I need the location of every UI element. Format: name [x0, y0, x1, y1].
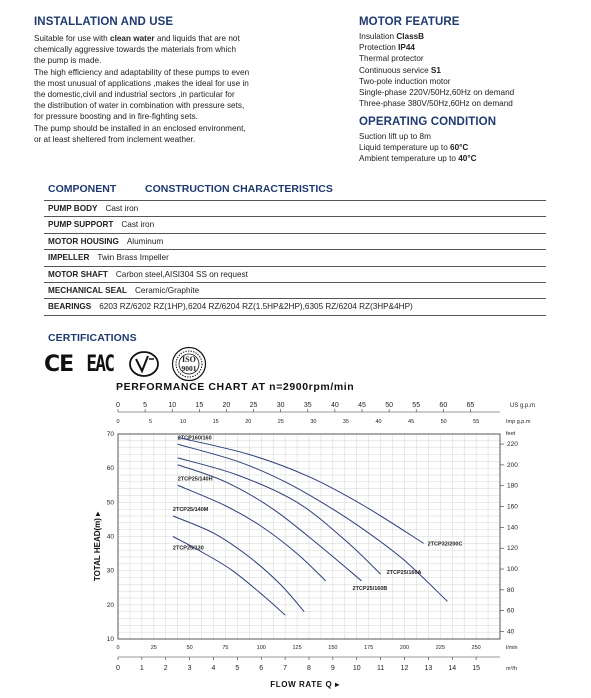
certifications-heading: CERTIFICATIONS: [48, 332, 137, 344]
performance-chart: [0, 388, 591, 698]
lmin-tick-label: 75: [222, 645, 229, 651]
motor-line: Thermal protector: [359, 54, 424, 64]
top-us-gpm-tick: 45: [358, 402, 366, 409]
top-us-gpm-tick: 30: [276, 402, 285, 409]
iso-number: 9001: [181, 364, 197, 373]
m3h-tick-label: 14: [448, 665, 457, 672]
component-name: MOTOR SHAFT: [48, 269, 108, 279]
component-row: [44, 267, 546, 283]
m3h-tick-label: 1: [139, 665, 144, 672]
component-row: [44, 299, 546, 315]
top-imp-gpm-tick: 15: [212, 419, 219, 425]
top-us-gpm-tick: 15: [195, 402, 204, 409]
feet-tick-label: 180: [507, 482, 518, 490]
iso-label: ISO: [182, 355, 196, 364]
m3h-tick-label: 9: [330, 665, 335, 672]
component-row: [44, 283, 546, 299]
installation-line: for pressure boosting and in fire-fighting sets.: [34, 112, 198, 122]
motor-line: Insulation ClassB: [359, 32, 425, 41]
top-imp-gpm-tick: 5: [149, 419, 153, 425]
component-name: PUMP BODY: [48, 204, 98, 213]
eac-mark-logo: EAC: [86, 351, 114, 377]
top-imp-gpm-tick: 50: [440, 419, 447, 425]
y-tick-label: 40: [106, 533, 114, 541]
installation-line: or at least sheltered from inclement weather.: [34, 134, 196, 144]
certification-logos: [44, 348, 207, 380]
top-us-gpm-tick: 25: [249, 402, 258, 409]
y-tick-label: 30: [106, 567, 114, 575]
top-us-gpm-tick: 50: [385, 402, 393, 409]
component-value: Aluminum: [126, 236, 164, 246]
lmin-tick-label: 125: [292, 645, 302, 651]
operating-condition-heading: OPERATING CONDITION: [359, 116, 497, 128]
y-tick-label: 50: [106, 499, 114, 507]
operating-line: Liquid temperature up to 60°C: [359, 143, 469, 153]
motor-line: Two-pole induction motor: [359, 76, 451, 86]
installation-line: The pump should be installed in an enclosed environment,: [34, 123, 246, 133]
top-us-gpm-tick: 60: [439, 402, 448, 409]
y-tick-label: 60: [106, 465, 114, 473]
feet-tick-label: 220: [507, 441, 518, 449]
top-us-gpm-tick: 20: [222, 402, 231, 409]
chart-title: PERFORMANCE CHART AT n=2900rpm/min: [116, 381, 355, 393]
top-us-gpm-tick: 35: [303, 402, 312, 409]
component-value: Cast iron: [105, 204, 139, 213]
feet-unit: feet: [506, 431, 516, 437]
m3h-tick-label: 10: [352, 665, 361, 672]
m3h-tick-label: 12: [400, 665, 409, 672]
feet-tick-label: 160: [507, 503, 518, 511]
series-label: 2TCP25/140H: [177, 476, 213, 483]
operating-condition-text: [359, 131, 477, 165]
feet-tick-label: 60: [507, 607, 515, 615]
series-label: 2TCP25/130: [172, 545, 204, 552]
installation-line: the domestic,civil and industrial sectors ,in particular for: [34, 90, 235, 100]
top-imp-gpm-tick: 10: [180, 419, 187, 425]
lmin-tick-label: 225: [435, 645, 445, 651]
m3h-tick-label: 6: [259, 665, 264, 672]
y-axis-title: TOTAL HEAD(m) ▸: [93, 511, 102, 582]
component-heading: COMPONENT: [48, 183, 117, 195]
m3h-tick-label: 5: [235, 665, 240, 672]
component-value: Cast iron: [121, 220, 155, 230]
series-label: 2TCP25/160B: [352, 585, 388, 592]
lmin-tick-label: 175: [364, 645, 374, 651]
construction-heading: CONSTRUCTION CHARACTERISTICS: [145, 183, 333, 195]
top-imp-gpm-tick: 25: [277, 419, 284, 425]
component-table: [44, 200, 546, 316]
lmin-unit: l/min: [506, 645, 518, 651]
feet-tick-label: 80: [507, 586, 515, 594]
top-us-gpm-tick: 40: [330, 402, 339, 409]
lmin-tick-label: 200: [399, 645, 410, 651]
top-us-gpm-tick: 10: [168, 402, 177, 409]
component-value: Twin Brass Impeller: [97, 253, 169, 263]
installation-line: the most unusual of applications ,makes the ideal for use in: [34, 78, 249, 88]
operating-line: Suction lift up to 8m: [359, 132, 431, 141]
top-imp-gpm-tick: 20: [245, 419, 252, 425]
component-name: MECHANICAL SEAL: [48, 285, 127, 295]
m3h-tick-label: 0: [116, 665, 120, 672]
imp-gpm-unit: Imp g.p.m: [506, 419, 531, 425]
lmin-tick-label: 250: [471, 645, 481, 651]
m3h-tick-label: 11: [376, 665, 385, 672]
x-axis-title: FLOW RATE Q ▸: [270, 680, 340, 689]
component-row: [44, 234, 546, 250]
feet-tick-label: 120: [507, 545, 518, 553]
operating-line: Ambient temperature up to 40°C: [359, 154, 477, 164]
component-name: PUMP SUPPORT: [48, 220, 114, 230]
lmin-tick-label: 25: [150, 645, 157, 651]
m3h-tick-label: 8: [307, 665, 311, 672]
lmin-tick-label: 50: [186, 645, 193, 651]
y-tick-label: 20: [106, 601, 114, 609]
feet-tick-label: 40: [507, 628, 515, 636]
motor-line: Continuous service S1: [359, 65, 441, 75]
m3h-unit: m³/h: [506, 666, 517, 672]
y-tick-label: 10: [106, 636, 114, 643]
m3h-tick-label: 4: [211, 665, 216, 672]
installation-line: The high efficiency and adaptability of these pumps to even: [34, 67, 250, 77]
us-gpm-unit: US g.p.m: [510, 403, 536, 409]
feet-tick-label: 140: [507, 524, 518, 532]
lmin-tick-label: 0: [116, 645, 120, 651]
installation-line: Suitable for use with clean water and liquids that are not: [34, 34, 240, 43]
installation-heading: INSTALLATION AND USE: [34, 16, 174, 28]
feet-tick-label: 200: [507, 461, 518, 469]
motor-line: Protection IP44: [359, 43, 415, 53]
component-row: [44, 250, 546, 266]
motor-line: Single-phase 220V/50Hz,60Hz on demand: [359, 88, 515, 98]
series-label: 2TCP32/200C: [427, 541, 463, 548]
iso-9001-logo: [171, 346, 207, 382]
component-value: Carbon steel,AISI304 SS on request: [115, 269, 248, 279]
feet-tick-label: 100: [507, 566, 518, 574]
motor-feature-text: [359, 31, 514, 109]
top-us-gpm-tick: 55: [412, 402, 421, 409]
installation-line: chemically aggressive towards the materials from which: [34, 45, 237, 55]
check-mark-logo: [127, 350, 161, 378]
top-us-gpm-tick: 65: [466, 402, 475, 409]
top-us-gpm-tick: 0: [116, 402, 120, 409]
series-label: 2TCP160/160: [177, 435, 212, 442]
component-value: 6203 RZ/6202 RZ(1HP),6204 RZ/6204 RZ(1.5HP&2HP),6305 RZ/6204 RZ(3HP&4HP): [99, 302, 413, 312]
component-name: IMPELLER: [48, 253, 90, 263]
installation-line: the distribution of water in combination with pressure sets,: [34, 101, 245, 111]
y-tick-label: 70: [106, 431, 114, 438]
component-row: [44, 201, 546, 217]
component-name: BEARINGS: [48, 302, 92, 312]
top-imp-gpm-tick: 45: [408, 419, 415, 425]
top-us-gpm-tick: 5: [143, 402, 148, 409]
motor-feature-heading: MOTOR FEATURE: [359, 16, 460, 28]
installation-line: the pump is made.: [34, 56, 102, 66]
top-imp-gpm-tick: 35: [342, 419, 350, 425]
installation-text: [34, 33, 249, 145]
m3h-tick-label: 13: [424, 665, 433, 672]
component-value: Ceramic/Graphite: [135, 285, 200, 295]
m3h-tick-label: 3: [187, 665, 192, 672]
motor-line: Three-phase 380V/50Hz,60Hz on demand: [359, 99, 513, 109]
m3h-tick-label: 15: [472, 665, 481, 672]
top-imp-gpm-tick: 55: [473, 419, 480, 425]
component-name: MOTOR HOUSING: [48, 236, 119, 246]
top-imp-gpm-tick: 40: [375, 419, 382, 425]
series-label: 2TCP25/140M: [172, 507, 209, 513]
top-imp-gpm-tick: 0: [116, 419, 120, 425]
lmin-tick-label: 100: [256, 645, 266, 651]
m3h-tick-label: 7: [283, 665, 288, 672]
component-row: [44, 217, 546, 233]
lmin-tick-label: 150: [328, 645, 338, 651]
top-imp-gpm-tick: 30: [310, 419, 317, 425]
series-label: 2TCP25/160A: [386, 570, 422, 577]
ce-mark-logo: CE: [44, 351, 74, 377]
m3h-tick-label: 2: [163, 665, 168, 672]
